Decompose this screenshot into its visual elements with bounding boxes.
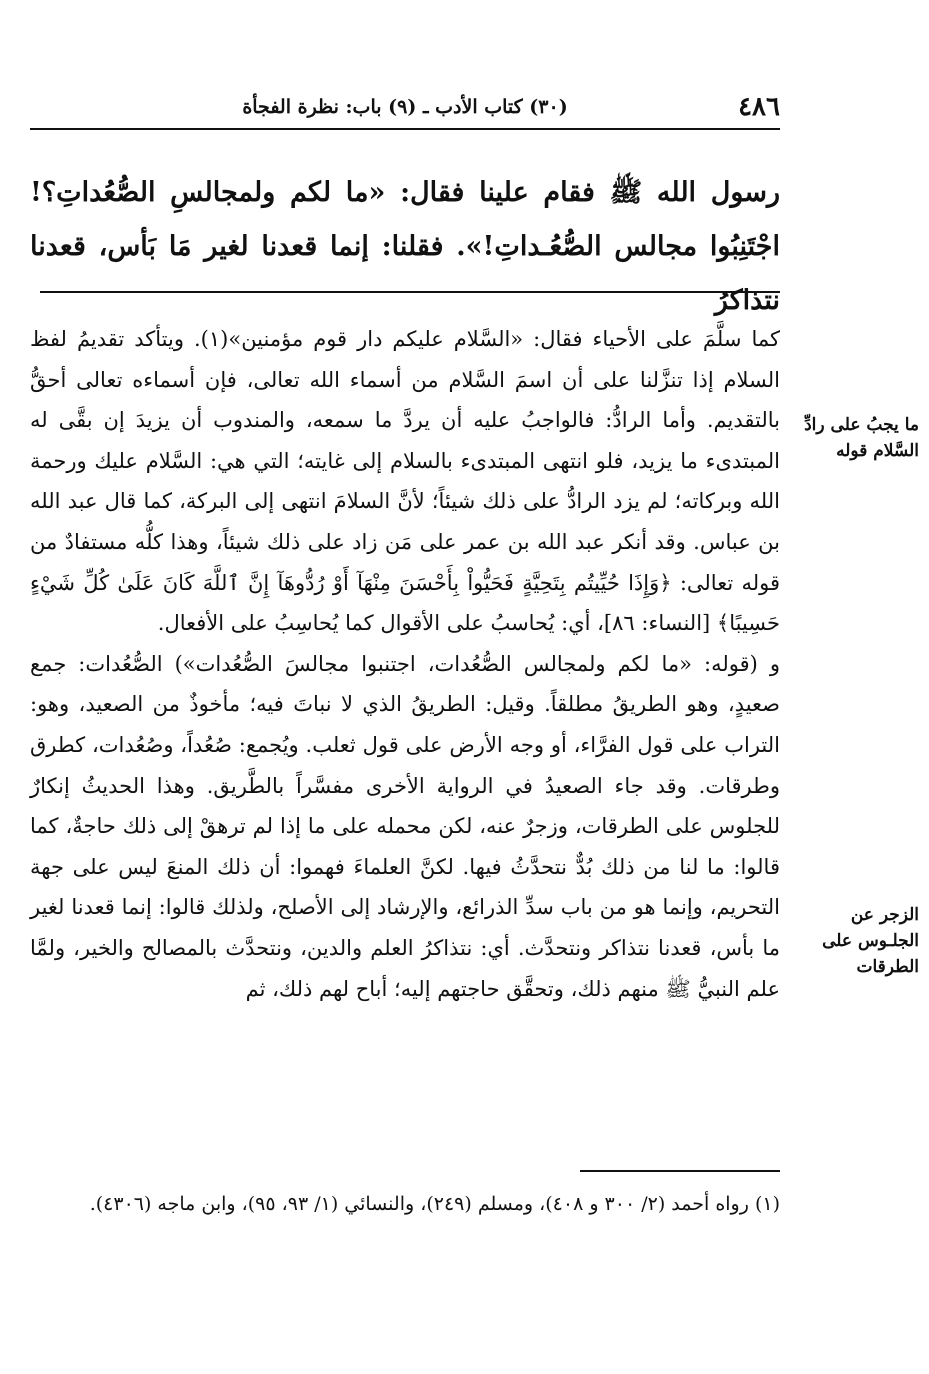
side-note-road-sitting: الزجر عن الجلـوس على الطرقات (822, 905, 919, 977)
running-title: (٣٠) كتاب الأدب ـ (٩) باب: نظرة الفجأة (242, 96, 568, 118)
page-number: ٤٨٦ (738, 92, 780, 122)
footnote: (١) رواه أحمد (٢/ ٣٠٠ و ٤٠٨)، ومسلم (٢٤٩)، والنسائي (١/ ٩٣، ٩٥)، وابن ماجه (٤٣٠٦). (89, 1193, 780, 1215)
commentary-paragraph: كما سلَّمَ على الأحياء فقال: «السَّلام عليكم دار قوم مؤمنين»(١). ويتأكد تقديمُ لفظ السلام إذا تنزَّلنا على أن اسمَ السَّلام من أسماء الله تعالى، فإن أسماءه تعالى أحقُّ بالتقديم. وأما الرادُّ: فالواجبُ عليه أن يردَّ ما سمعه، والمندوب أن يزيدَ إن بقَّى له المبتدىء ما يزيد، فلو انتهى المبتدىء بالسلام إلى غايته؛ التي هي: السَّلام عليك ورحمة الله وبركاته؛ لم يزد الرادُّ على ذلك شيئاً؛ لأنَّ السلامَ انتهى إلى البركة، كما قال عبد الله بن عباس. وقد أنكر عبد الله بن عمر على مَن زاد على ذلك شيئاً، وهذا كلُّه مستفادٌ من قوله تعالى: ﴿وَإِذَا حُيِّيتُم بِتَحِيَّةٍ فَحَيُّواْ بِأَحْسَنَ مِنْهَآ أَوْ رُدُّوهَآ إِنَّ ٱللَّهَ كَانَ عَلَىٰ كُلِّ شَيْءٍ حَسِيبًا﴾ [النساء: ٨٦]، أي: يُحاسبُ على الأقوال كما يُحاسِبُ على الأفعال. (30, 327, 780, 636)
header-rule (30, 128, 780, 130)
side-note-greeting-reply: ما يجبُ على رادِّ السَّلام قوله (804, 415, 919, 461)
page-header (30, 92, 780, 128)
hadith-text: رسول الله ﷺ فقام علينا فقال: «ما لكم ولمجالسِ الصُّعُداتِ؟! اجْتَنِبُوا مجالس الصُّعُـداتِ!». فقلنا: إنما قعدنا لغير مَا بَأس، قعدنا نتذاكرُ (30, 177, 780, 316)
commentary-paragraph: و (قوله: «ما لكم ولمجالس الصُّعُدات، اجتنبوا مجالسَ الصُّعُدات») الصُّعُدات: جمع صعيدٍ، وهو الطريقُ مطلقاً. وقيل: الطريقُ الذي لا نباتَ فيه؛ مأخوذٌ من الصعيد، وهو: التراب على قول الفرَّاء، أو وجه الأرض على قول ثعلب. ويُجمع: صُعُداً، وصُعُدات، كطرق وطرقات. وقد جاء الصعيدُ في الرواية الأخرى مفسَّراً بالطَّريق. وهذا الحديثُ إنكارٌ للجلوس على الطرقات، وزجرٌ عنه، لكن محمله على ما إذا لم ترهقْ إلى ذلك حاجةٌ، كما قالوا: ما لنا من ذلك بُدٌّ نتحدَّثُ فيها. لكنَّ العلماءَ فهموا: أن ذلك المنعَ ليس على جهة التحريم، وإنما هو من باب سدِّ الذرائع، والإرشاد إلى الأصلح، ولذلك قالوا: إنما قعدنا لغير ما بأس، قعدنا نتذاكر ونتحدَّث. أي: نتذاكرُ العلم والدين، ونتحدَّث بالمصالح والخير، ولمَّا علم النبيُّ ﷺ منهم ذلك، وتحقَّق حاجتهم إليه؛ أباح لهم ذلك، ثم (30, 651, 780, 1001)
commentary-body (30, 319, 780, 1009)
footnote-rule (580, 1170, 780, 1172)
hadith-separator (40, 291, 780, 293)
